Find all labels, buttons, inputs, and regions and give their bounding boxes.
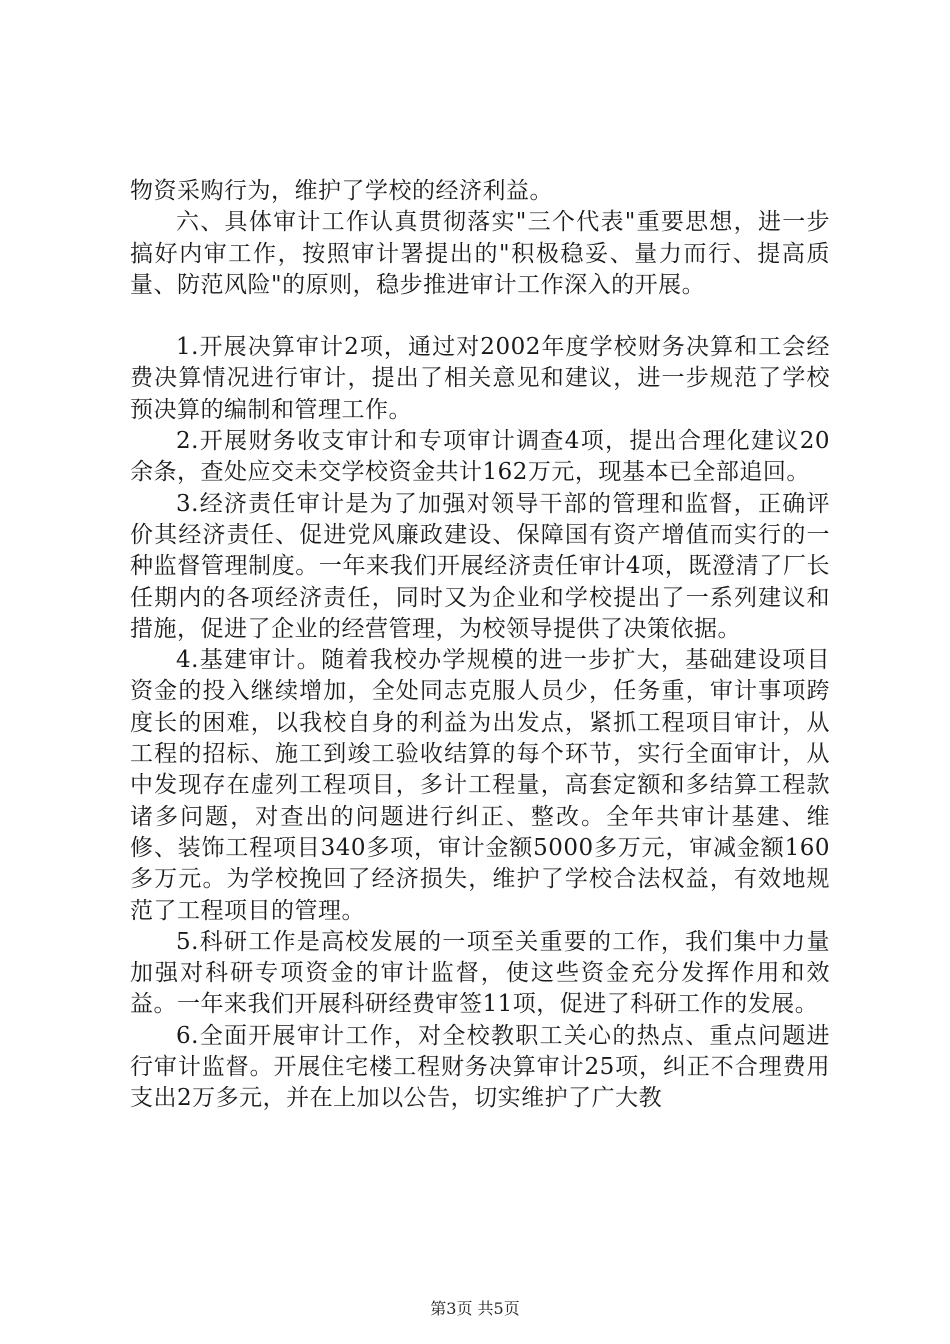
paragraph-continuation: 物资采购行为，维护了学校的经济利益。 [130, 178, 553, 204]
paragraph-item-3: 3.经济责任审计是为了加强对领导干部的管理和监督，正确评价其经济责任、促进党风廉政建设、保障国有资产增值而实行的一种监督管理制度。一年来我们开展经济责任审计4项，既澄清了厂长任期内的各项经济责任，同时又为企业和学校提出了一系列建议和措施，促进了企业的经营管理，为校领导提供了决策依据。 [130, 490, 830, 642]
paragraph-item-4: 4.基建审计。随着我校办学规模的进一步扩大，基础建设项目资金的投入继续增加，全处同志克服人员少，任务重，审计事项跨度长的困难，以我校自身的利益为出发点，紧抓工程项目审计，从工程的招标、施工到竣工验收结算的每个环节，实行全面审计，从中发现存在虚列工程项目，多计工程量，高套定额和多结算工程款诸多问题，对查出的问题进行纠正、整改。全年共审计基建、维修、装饰工程项目340多项，审计金额5000多万元，审减金额160多万元。为学校挽回了经济损失，维护了学校合法权益，有效地规范了工程项目的管理。 [130, 647, 830, 924]
paragraph-item-1: 1.开展决算审计2项，通过对2002年度学校财务决算和工会经费决算情况进行审计，提出了相关意见和建议，进一步规范了学校预决算的编制和管理工作。 [130, 334, 830, 423]
paragraph-item-2: 2.开展财务收支审计和专项审计调查4项，提出合理化建议20余条，查处应交未交学校资金共计162万元，现基本已全部追回。 [130, 428, 830, 486]
paragraph-spacer [130, 301, 830, 332]
document-body [130, 176, 830, 1115]
paragraph-item-6: 6.全面开展审计工作，对全校教职工关心的热点、重点问题进行审计监督。开展住宅楼工程财务决算审计25项，纠正不合理费用支出2万多元，并在上加以公告，切实维护了广大教 [130, 1022, 830, 1112]
paragraph-section-six: 六、具体审计工作认真贯彻落实"三个代表"重要思想，进一步搞好内审工作，按照审计署提出的"积极稳妥、量力而行、提高质量、防范风险"的原则，稳步推进审计工作深入的开展。 [130, 209, 830, 298]
paragraph-item-5: 5.科研工作是高校发展的一项至关重要的工作，我们集中力量加强对科研专项资金的审计监督，使这些资金充分发挥作用和效益。一年来我们开展科研经费审签11项，促进了科研工作的发展。 [130, 928, 830, 1018]
page-number-footer: 第3页 共5页 [430, 1299, 520, 1318]
